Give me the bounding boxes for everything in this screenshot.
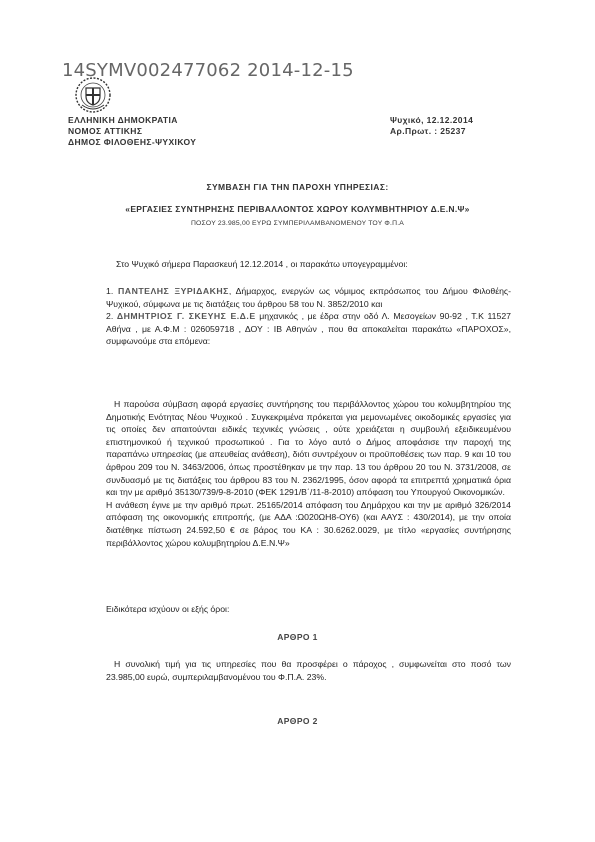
scope-paragraph: Η παρούσα σύμβαση αφορά εργασίες συντήρησης του περιβάλλοντος χώρου του κολυμβητηρίου της Δημοτικής Ενότητας Νέου Ψυχικού . Συγκεκριμένα πρόκειται για μεμονωμένες οικοδομικές εργασίες για τις οποίες δεν απαιτούνται ειδικές τεχνικές γνώσεις , ούτε χρειάζεται η συμβουλή εξειδικευμένου επιστημονικού ή τεχνικού προσωπικού . Για το λόγο αυτό ο Δήμος αποφάσισε την παροχή της παραπάνω υπηρεσίας (με απευθείας ανάθεση), διότι συντρέχουν οι προϋποθέσεις των παρ. 9 και 10 του άρθρου 209 του Ν. 3463/2006, όπως προστέθηκαν με την παρ. 13 του άρθρου 20 του Ν. 3731/2008, σε συνδυασμό με τις διατάξεις του άρθρου 83 του Ν. 2362/1995, όσον αφορά τα επιτρεπτά χρηματικά όρια και την με αριθμό 35130/739/9-8-2010 (ΦΕΚ 1291/Β΄/11-8-2010) απόφαση του Υπουργού Οικονομικών.: [106, 399, 511, 498]
party-one-name: ΠΑΝΤΕΛΗΣ ΞΥΡΙΔΑΚΗΣ: [118, 286, 229, 296]
issuer-block: [68, 115, 196, 148]
issuer-line-country: ΕΛΛΗΝΙΚΗ ΔΗΜΟΚΡΑΤΙΑ: [68, 115, 178, 125]
party-two: [106, 310, 511, 348]
greek-coat-of-arms-seal: [73, 75, 113, 115]
contract-amount: ΠΟΣΟΥ 23.985,00 ΕΥΡΩ ΣΥΜΠΕΡΙΛΑΜΒΑΝΟΜΕΝΟΥ ΤΟΥ Φ.Π.Α: [190, 220, 405, 227]
issuer-line-prefecture: ΝΟΜΟΣ ΑΤΤΙΚΗΣ: [68, 126, 143, 136]
scope-section: [106, 398, 511, 549]
parties-section: [106, 285, 511, 348]
contract-subject: «ΕΡΓΑΣΙΕΣ ΣΥΝΤΗΡΗΣΗΣ ΠΕΡΙΒΑΛΛΟΝΤΟΣ ΧΩΡΟΥ ΚΟΛΥΜΒΗΤΗΡΙΟΥ Δ.Ε.Ν.Ψ»: [125, 204, 470, 214]
contract-title: ΣΥΜΒΑΣΗ ΓΙΑ ΤΗΝ ΠΑΡΟΧΗ ΥΠΗΡΕΣΙΑΣ:: [206, 182, 389, 192]
issuer-line-municipality: ΔΗΜΟΣ ΦΙΛΟΘΕΗΣ-ΨΥΧΙΚΟΥ: [68, 137, 197, 147]
party-two-number: 2.: [106, 311, 114, 322]
protocol-number: Αρ.Πρωτ. : 25237: [390, 126, 466, 136]
party-one: [106, 285, 511, 310]
party-two-details: μηχανικός , με έδρα στην οδό Λ. Μεσογείων 90-92 , Τ.Κ 11527 Αθήνα , με Α.Φ.Μ : 026059718 , ΔΟΥ : ΙΒ Αθηνών , που θα αποκαλείται παρακάτω «ΠΑΡΟΧΟΣ», συμφωνούμε στα επόμενα:: [106, 311, 511, 347]
document-date: Ψυχικό, 12.12.2014: [390, 115, 474, 125]
article-one-text: Η συνολική τιμή για τις υπηρεσίες που θα προσφέρει ο πάροχος , συμφωνείται στο ποσό των 23.985,00 ευρώ, συμπεριλαμβανομένου του Φ.Π.Α. 23%.: [106, 659, 511, 682]
award-paragraph: Η ανάθεση έγινε με την αριθμό πρωτ. 25165/2014 απόφαση του Δημάρχου και την με αριθμό 326/2014 απόφαση της οικονομικής επιτροπής, (με ΑΔΑ :Ω020ΩΗ8-ΟΥ6) (και ΑΑΥΣ : 430/2014), με την οποία διατέθηκε πίστωση 24.592,50 € σε βάρος του ΚΑ : 30.6262.0029, με τίτλο «εργασίες συντήρησης περιβάλλοντος χώρου κολυμβητηρίου Δ.Ε.Ν.Ψ»: [106, 499, 511, 548]
terms-intro: Ειδικότερα ισχύουν οι εξής όροι:: [106, 604, 230, 614]
party-one-number: 1.: [106, 286, 114, 296]
party-one-details: , Δήμαρχος, ενεργών ως νόμιμος εκπρόσωπος του Δήμου Φιλοθέης-Ψυχικού, σύμφωνα με τις διατάξεις του άρθρου 58 του Ν. 3852/2010 και: [106, 286, 512, 309]
date-protocol-block: [390, 115, 473, 137]
document-watermark-id: 14SYMV002477062 2014-12-15: [62, 60, 354, 81]
party-two-name: ΔΗΜΗΤΡΙΟΣ Γ. ΣΚΕΥΗΣ Ε.Δ.Ε: [116, 311, 256, 322]
article-two-heading: ΑΡΘΡΟ 2: [277, 716, 318, 726]
intro-paragraph: Στο Ψυχικό σήμερα Παρασκευή 12.12.2014 , οι παρακάτω υπογεγραμμένοι:: [116, 259, 408, 269]
article-one-heading: ΑΡΘΡΟ 1: [277, 632, 318, 642]
